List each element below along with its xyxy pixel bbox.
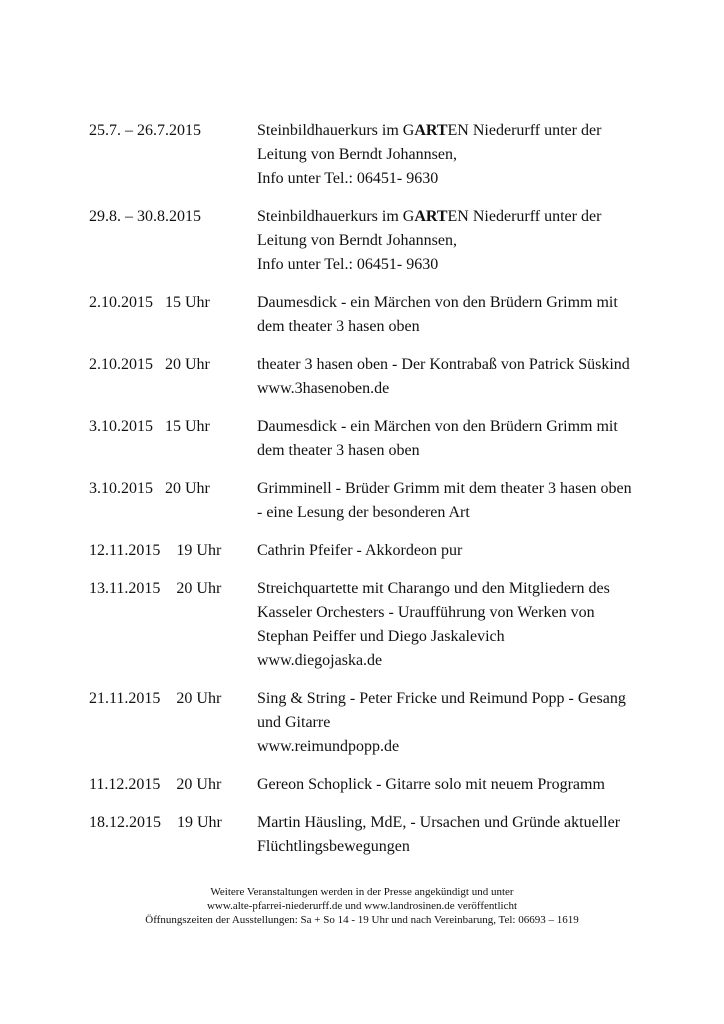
event-description-text: EN Niederurff unter der [447, 208, 602, 225]
event-entry [89, 577, 689, 673]
event-description-text: Steinbildhauerkurs im G [257, 208, 415, 225]
event-description-line: Daumesdick - ein Märchen von den Brüdern Grimm mit [257, 294, 618, 311]
event-date: 13.11.2015 20 Uhr [89, 580, 222, 597]
event-entry [89, 205, 689, 277]
footer-line: Öffnungszeiten der Ausstellungen: Sa + So 14 - 19 Uhr und nach Vereinbarung, Tel: 06693 – 1619 [145, 914, 579, 926]
event-date: 2.10.2015 15 Uhr [89, 294, 210, 311]
event-entry [89, 773, 689, 797]
event-date: 3.10.2015 20 Uhr [89, 480, 210, 497]
event-description [257, 539, 689, 563]
event-date: 29.8. – 30.8.2015 [89, 208, 201, 225]
event-description-line [257, 205, 689, 229]
event-description-line: Sing & String - Peter Fricke und Reimund Popp - Gesang [257, 690, 626, 707]
event-description [257, 577, 689, 673]
event-description-line: Grimminell - Brüder Grimm mit dem theater 3 hasen oben [257, 480, 632, 497]
event-description-line: Flüchtlingsbewegungen [257, 838, 410, 855]
event-description-line: Info unter Tel.: 06451- 9630 [257, 170, 439, 187]
event-description-line: und Gitarre [257, 714, 331, 731]
emphasized-text: ART [414, 122, 448, 139]
event-description-line [257, 119, 689, 143]
event-date: 25.7. – 26.7.2015 [89, 122, 201, 139]
event-description-line: theater 3 hasen oben - Der Kontrabaß von Patrick Süskind [257, 356, 630, 373]
event-description [257, 119, 689, 191]
event-date: 11.12.2015 20 Uhr [89, 776, 222, 793]
event-description [257, 205, 689, 277]
event-entry [89, 811, 689, 859]
event-date: 2.10.2015 20 Uhr [89, 356, 210, 373]
event-description [257, 415, 689, 463]
event-description-line: - eine Lesung der besonderen Art [257, 504, 470, 521]
event-description-text: EN Niederurff unter der [447, 122, 602, 139]
event-description-line: Kasseler Orchesters - Uraufführung von Werken von [257, 604, 595, 621]
event-description-line: Cathrin Pfeifer - Akkordeon pur [257, 542, 463, 559]
event-description-line: www.diegojaska.de [257, 652, 383, 669]
event-description-line: Gereon Schoplick - Gitarre solo mit neuem Programm [257, 776, 605, 793]
event-description-line: dem theater 3 hasen oben [257, 318, 420, 335]
event-description-line: Leitung von Berndt Johannsen, [257, 232, 457, 249]
event-description [257, 477, 689, 525]
footer [0, 885, 724, 927]
event-entry [89, 119, 689, 191]
event-entry [89, 291, 689, 339]
event-description [257, 687, 689, 759]
event-description [257, 811, 689, 859]
event-description-line: Streichquartette mit Charango und den Mitgliedern des [257, 580, 610, 597]
footer-line: www.alte-pfarrei-niederurff.de und www.landrosinen.de veröffentlicht [206, 900, 518, 912]
event-date: 12.11.2015 19 Uhr [89, 542, 222, 559]
event-date: 18.12.2015 19 Uhr [89, 814, 222, 831]
event-date: 21.11.2015 20 Uhr [89, 690, 222, 707]
event-description-line: Daumesdick - ein Märchen von den Brüdern Grimm mit [257, 418, 618, 435]
event-description-line: dem theater 3 hasen oben [257, 442, 420, 459]
event-description [257, 353, 689, 401]
event-description-text: Steinbildhauerkurs im G [257, 122, 415, 139]
event-description [257, 291, 689, 339]
event-description-line: www.3hasenoben.de [257, 380, 390, 397]
footer-line: Weitere Veranstaltungen werden in der Presse angekündigt und unter [210, 886, 514, 898]
event-entry [89, 415, 689, 463]
event-entry [89, 477, 689, 525]
event-entry [89, 353, 689, 401]
event-entry [89, 687, 689, 759]
emphasized-text: ART [414, 208, 448, 225]
event-list [89, 119, 689, 873]
event-description-line: Leitung von Berndt Johannsen, [257, 146, 457, 163]
event-entry [89, 539, 689, 563]
event-date: 3.10.2015 15 Uhr [89, 418, 210, 435]
event-description-line: Martin Häusling, MdE, - Ursachen und Gründe aktueller [257, 814, 621, 831]
event-description-line: Info unter Tel.: 06451- 9630 [257, 256, 439, 273]
event-description-line: www.reimundpopp.de [257, 738, 400, 755]
event-description-line: Stephan Peiffer und Diego Jaskalevich [257, 628, 505, 645]
event-description [257, 773, 689, 797]
